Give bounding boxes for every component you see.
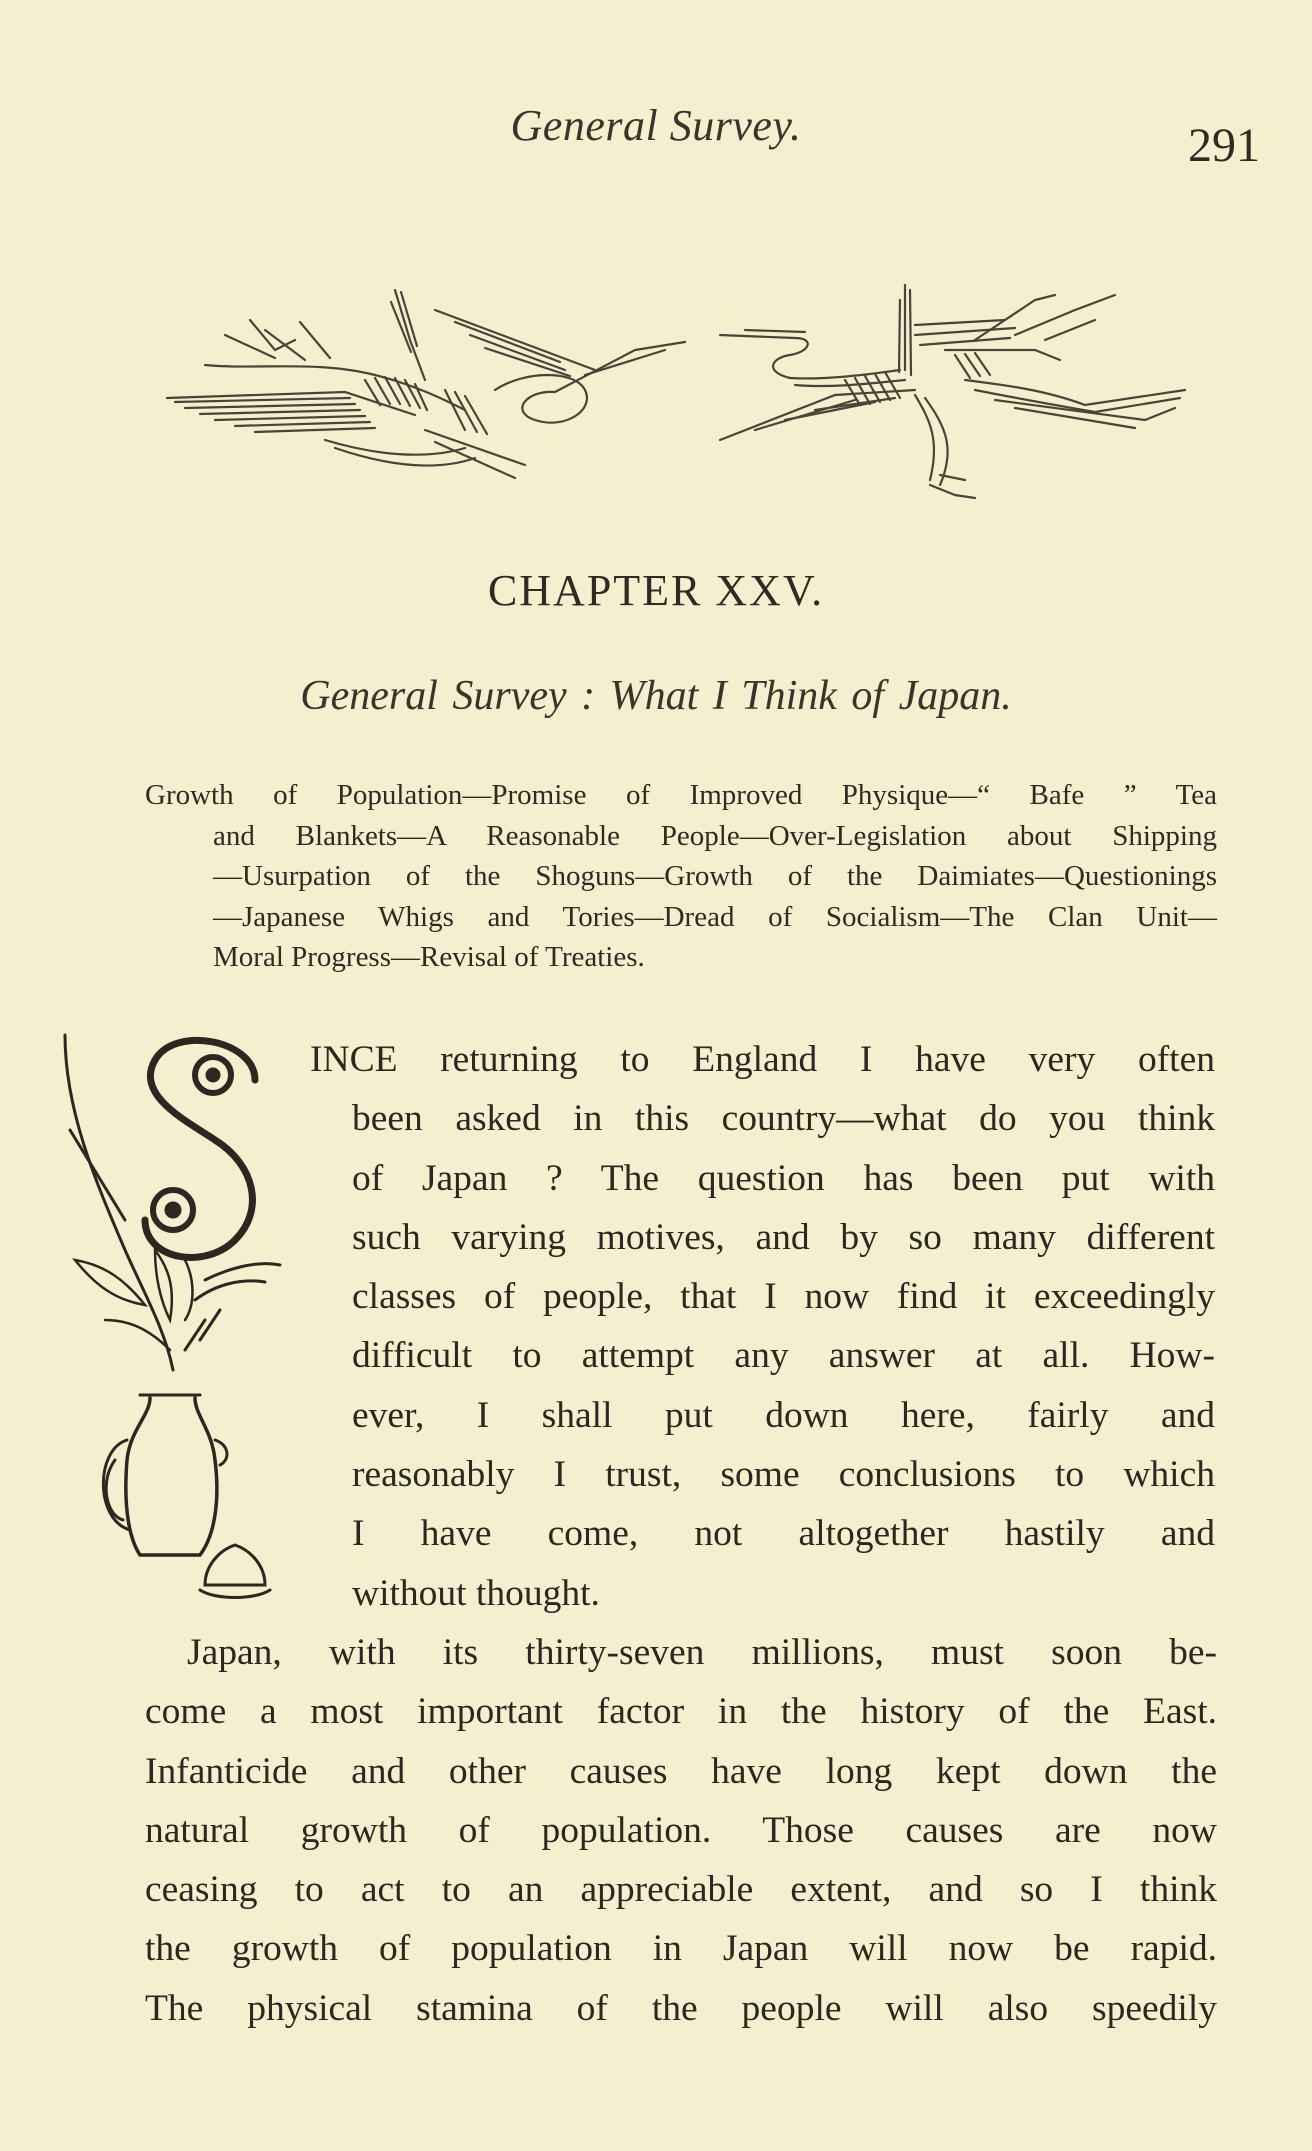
paragraph-line: of Japan ? The question has been put with <box>352 1157 1215 1199</box>
paragraph-line: INCE returning to England I have very often <box>310 1039 1215 1080</box>
page-number: 291 <box>1188 119 1260 172</box>
paragraph-line: I have come, not altogether hastily and <box>352 1513 1215 1555</box>
paragraph-line: the growth of population in Japan will now be rapid. <box>145 1928 1217 1970</box>
synopsis-line: and Blankets—A Reasonable People—Over-Legislation about Shipping <box>213 819 1217 852</box>
chapter-synopsis <box>145 775 1217 978</box>
paragraph-line: Japan, with its thirty-seven millions, must soon be- <box>187 1632 1217 1673</box>
crane-ornament-left-icon <box>165 280 690 495</box>
paragraph-line: such varying motives, and by so many different <box>352 1216 1215 1258</box>
vase-with-flowers-initial-icon <box>55 1020 305 1615</box>
paragraph-line: without thought. <box>352 1572 600 1614</box>
paragraph-line: difficult to attempt any answer at all. How- <box>352 1335 1215 1377</box>
synopsis-line: Moral Progress—Revisal of Treaties. <box>213 941 645 973</box>
paragraph-line: The physical stamina of the people will also speedily <box>145 1987 1217 2029</box>
paragraph-line: classes of people, that I now find it exceedingly <box>352 1276 1215 1318</box>
paragraph-line: ever, I shall put down here, fairly and <box>352 1394 1215 1436</box>
paragraph-line: come a most important factor in the history of the East. <box>145 1691 1217 1733</box>
chapter-title: CHAPTER XXV. <box>487 566 825 615</box>
paragraph-line: ceasing to act to an appreciable extent, and so I think <box>145 1869 1217 1911</box>
running-head: General Survey. <box>510 101 802 150</box>
crane-ornament-right-icon <box>715 280 1195 500</box>
synopsis-line: Growth of Population—Promise of Improved Physique—“ Bafe ” Tea <box>145 779 1217 811</box>
paragraph-line: natural growth of population. Those causes are now <box>145 1809 1217 1851</box>
synopsis-line: —Usurpation of the Shoguns—Growth of the Daimiates—Questionings <box>213 860 1217 892</box>
paragraph-line: Infanticide and other causes have long kept down the <box>145 1750 1217 1792</box>
synopsis-line: —Japanese Whigs and Tories—Dread of Socialism—The Clan Unit— <box>213 900 1217 933</box>
chapter-subtitle: General Survey : What I Think of Japan. <box>300 673 1012 719</box>
opening-paragraph <box>310 1030 1215 1623</box>
paragraph-line: reasonably I trust, some conclusions to which <box>352 1454 1215 1496</box>
paragraph-line: been asked in this country—what do you think <box>352 1098 1215 1140</box>
second-paragraph <box>145 1623 1217 2038</box>
